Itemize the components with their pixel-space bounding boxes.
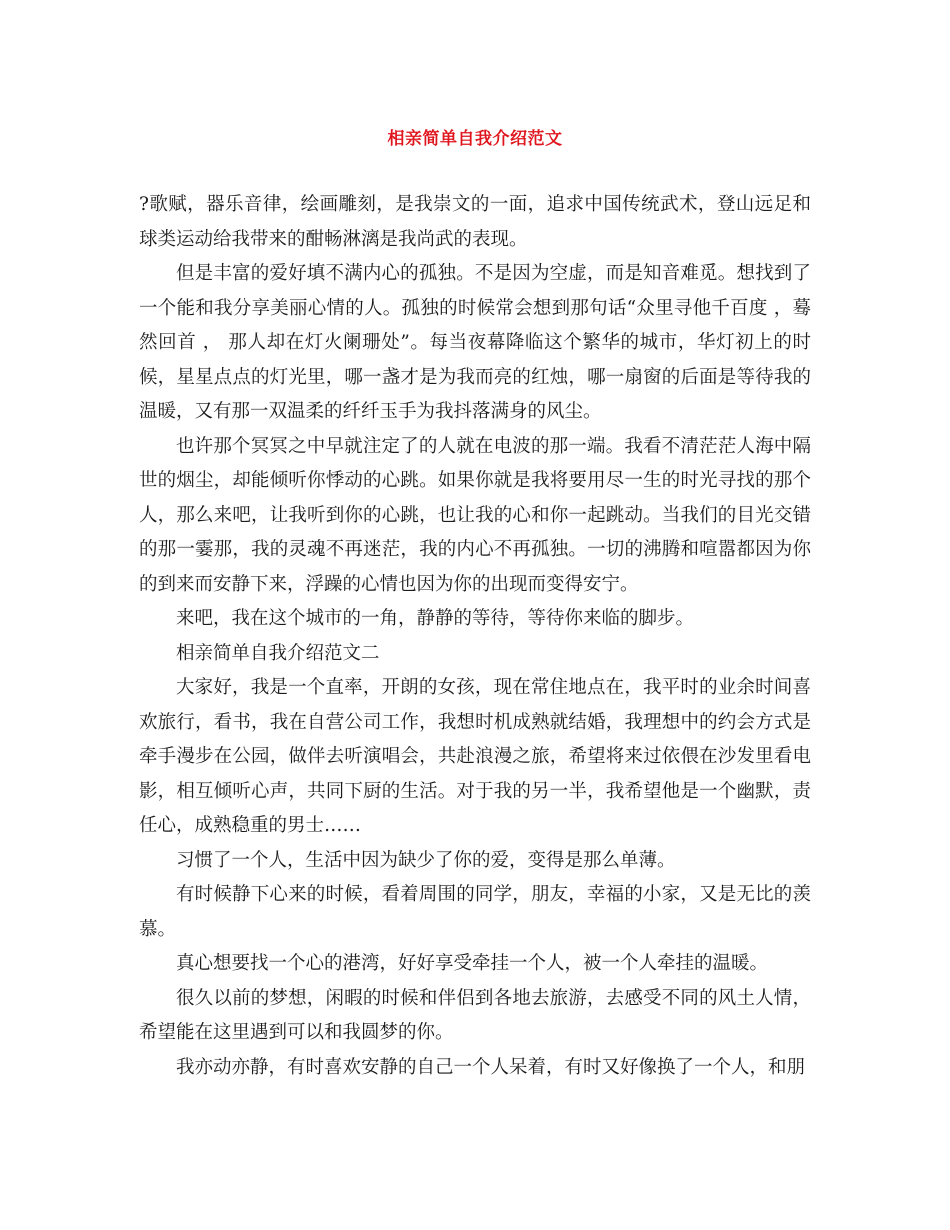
document-title: 相亲简单自我介绍范文: [387, 129, 563, 149]
paragraph-6: 习惯了一个人，生活中因为缺少了你的爱，变得是那么单薄。: [176, 849, 676, 871]
section-heading: 相亲简单自我介绍范文二: [176, 642, 380, 664]
paragraph-3: 也许那个冥冥之中早就注定了的人就在电波的那一端。我看不清茫茫人海中隔世的烟尘，却能倾听你悸动的心跳。如果你就是我将要用尽一生的时光寻找的那个人，那么来吧，让我听到你的心跳，也让我的心和你一起跳动。当我们的目光交错的那一霎那，我的灵魂不再迷茫，我的内心不再孤独。一切的沸腾和喧嚣都因为你的到来而安静下来，浮躁的心情也因为你的出现而变得安宁。: [139, 435, 811, 595]
paragraph-5: 大家好，我是一个直率，开朗的女孩，现在常住地点在，我平时的业余时间喜欢旅行，看书，我在自营公司工作，我想时机成熟就结婚，我理想中的约会方式是牵手漫步在公园，做伴去听演唱会，共赴浪漫之旅，希望将来过依偎在沙发里看电影，相互倾听心声，共同下厨的生活。对于我的另一半，我希望他是一个幽默，责任心，成熟稳重的男士……: [139, 677, 811, 836]
paragraph-8: 真心想要找一个心的港湾，好好享受牵挂一个人，被一个人牵挂的温暖。: [176, 953, 769, 974]
paragraph-2: 但是丰富的爱好填不满内心的孤独。不是因为空虚，而是知音难觅。想找到了一个能和我分享美丽心情的人。孤独的时候常会想到那句话“众里寻他千百度 ，蓦然回首 ， 那人却在灯火阑珊处”。每当夜幕降临这个繁华的城市，华灯初上的时候，星星点点的灯光里，哪一盏才是为我而亮的红烛，哪一扇窗的后面是等待我的温暖，又有那一双温柔的纤纤玉手为我抖落满身的风尘。: [139, 263, 811, 422]
paragraph-4: 来吧，我在这个城市的一角，静静的等待，等待你来临的脚步。: [176, 608, 695, 629]
paragraph-9: 很久以前的梦想，闲暇的时候和伴侣到各地去旅游，去感受不同的风土人情，希望能在这里遇到可以和我圆梦的你。: [139, 987, 811, 1043]
paragraph-10: 我亦动亦静，有时喜欢安静的自己一个人呆着，有时又好像换了一个人，和朋: [176, 1056, 806, 1078]
paragraph-1: ?歌赋，器乐音律，绘画雕刻，是我崇文的一面，追求中国传统武术，登山远足和球类运动给我带来的酣畅淋漓是我尚武的表现。: [139, 194, 811, 250]
document-body: [139, 188, 811, 1085]
paragraph-7: 有时候静下心来的时候，看着周围的同学，朋友，幸福的小家，又是无比的羡慕。: [139, 884, 811, 940]
